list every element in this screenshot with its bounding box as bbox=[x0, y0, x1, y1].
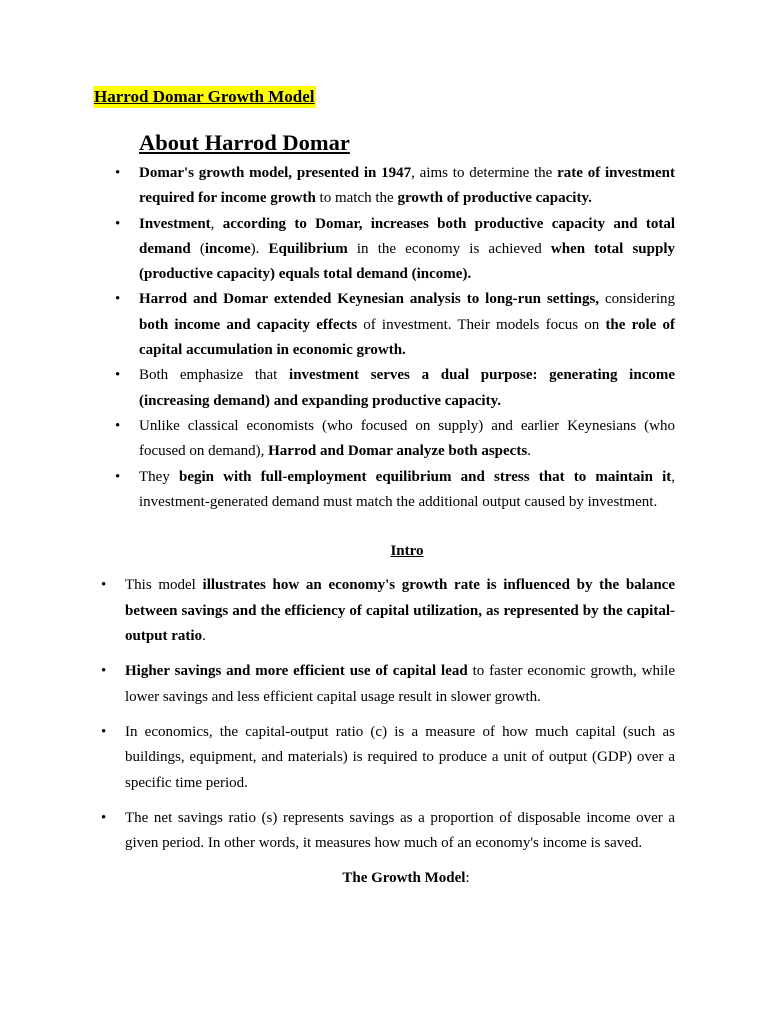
text: in the economy is achieved bbox=[347, 240, 551, 257]
bold-text: Investment bbox=[139, 215, 211, 232]
bold-text: investment serves a dual purpose: generating income (increasing demand) and expanding productive capacity. bbox=[139, 367, 675, 409]
bold-text: growth of productive capacity. bbox=[397, 190, 592, 207]
text: to match the bbox=[315, 190, 398, 207]
bold-text: the role of capital accumulation in economic growth. bbox=[139, 316, 676, 359]
list-item bbox=[101, 806, 675, 857]
text: considering bbox=[599, 291, 676, 308]
list-item bbox=[115, 465, 675, 516]
text: of investment. Their models focus on bbox=[357, 316, 606, 333]
text: They bbox=[139, 468, 179, 485]
about-heading: About Harrod Domar bbox=[139, 130, 350, 155]
text: ). bbox=[250, 240, 269, 257]
text: Unlike classical economists (who focused on supply) and earlier Keynesians (who focused on demand), bbox=[139, 417, 675, 460]
bold-text: Harrod and Domar analyze both aspects bbox=[268, 443, 528, 460]
text: This model bbox=[125, 577, 203, 593]
bullet-icon: • bbox=[101, 577, 107, 593]
bullet-icon: • bbox=[115, 417, 121, 434]
list-item bbox=[115, 414, 675, 465]
bold-text: Domar's growth model, presented in 1947 bbox=[139, 165, 412, 181]
text: . bbox=[202, 628, 206, 644]
bold-text: Higher savings and more efficient use of capital lead bbox=[125, 663, 468, 679]
bold-text: income bbox=[204, 240, 251, 257]
bold-text: Harrod and Domar extended Keynesian analysis to long-run settings, bbox=[139, 291, 600, 308]
text: ( bbox=[190, 240, 205, 257]
bullet-icon: • bbox=[115, 291, 121, 308]
list-item bbox=[101, 659, 675, 710]
text: , bbox=[210, 215, 223, 232]
list-item bbox=[115, 212, 675, 288]
bold-text: according to Domar, increases both productive capacity and total demand bbox=[139, 215, 675, 257]
bullet-icon: • bbox=[115, 468, 121, 485]
list-item bbox=[101, 720, 675, 797]
list-item bbox=[115, 161, 675, 212]
bold-text: begin with full-employment equilibrium and stress that to maintain it bbox=[179, 468, 672, 485]
intro-list bbox=[101, 573, 675, 866]
bullet-icon: • bbox=[101, 809, 107, 826]
text: , aims to determine the bbox=[411, 165, 558, 181]
text: Both emphasize that bbox=[139, 367, 290, 384]
growth-heading: The Growth Model bbox=[342, 870, 466, 886]
growth-heading-line bbox=[0, 868, 768, 888]
text: In economics, the capital-output ratio (c) is a measure of how much capital (such as buildings, equipment, and materials) is required to produce a unit of output (GDP) over a specific time period. bbox=[125, 723, 675, 791]
list-item bbox=[115, 363, 675, 414]
growth-heading-colon: : bbox=[465, 870, 470, 886]
bold-text: both income and capacity effects bbox=[139, 316, 358, 333]
bullet-icon: • bbox=[115, 165, 121, 181]
list-item bbox=[115, 287, 676, 363]
bullet-icon: • bbox=[101, 663, 107, 679]
bullet-icon: • bbox=[101, 723, 107, 740]
intro-heading: Intro bbox=[390, 543, 424, 559]
about-list bbox=[115, 161, 676, 515]
text: The net savings ratio (s) represents savings as a proportion of disposable income over a given period. In other words, it measures how much of an economy's income is saved. bbox=[125, 809, 675, 851]
text: , investment-generated demand must match the additional output caused by investment. bbox=[139, 468, 675, 510]
intro-heading-line bbox=[0, 541, 768, 561]
list-item bbox=[101, 573, 675, 650]
bold-text: when total supply (productive capacity) equals total demand (income). bbox=[139, 240, 675, 283]
text: to faster economic growth, while lower savings and less efficient capital usage result in slower growth. bbox=[125, 663, 675, 705]
bold-text: rate of investment required for income growth bbox=[139, 165, 675, 207]
bullet-icon: • bbox=[115, 367, 121, 384]
document-title: Harrod Domar Growth Model bbox=[94, 87, 315, 106]
bullet-icon: • bbox=[115, 215, 121, 232]
text: . bbox=[527, 443, 531, 460]
bold-text: Equilibrium bbox=[268, 240, 348, 257]
bold-text: illustrates how an economy's growth rate is influenced by the balance between savings and the efficiency of capital utilization, as represented by the capital-output ratio bbox=[125, 577, 675, 644]
